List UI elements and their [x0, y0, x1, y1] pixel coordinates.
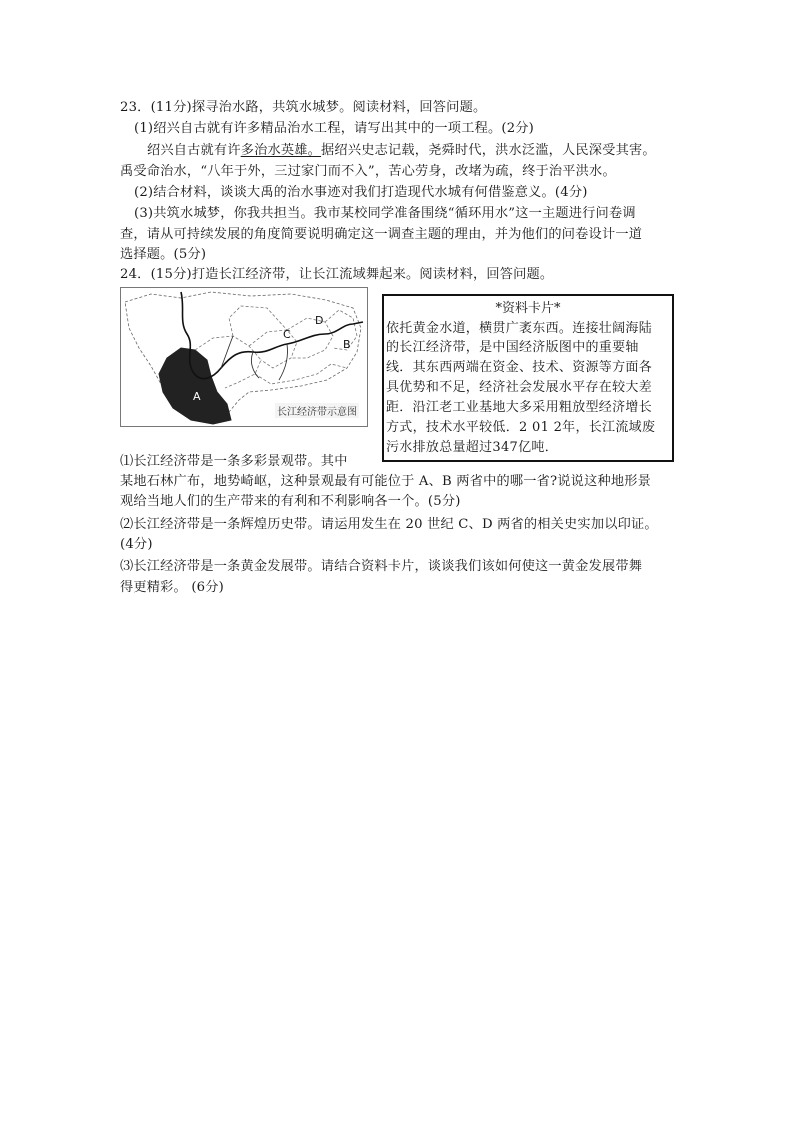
map-label-b: B	[343, 338, 351, 351]
q23-part1: (1)绍兴自古就有许多精品治水工程，请写出其中的一项工程。(2分)	[134, 121, 535, 136]
q23-material-line1	[147, 141, 656, 161]
yangtze-economic-belt-map	[120, 287, 368, 427]
q24-part2-line1: ⑵长江经济带是一条辉煌历史带。请运用发生在 20 世纪 C、D 两省的相关史实加以印证。	[120, 517, 658, 532]
data-card-line: 污水排放总量超过347亿吨．	[386, 440, 559, 455]
tributary-1	[221, 336, 233, 368]
q24-part3-line2: 得更精彩。 (6分)	[120, 580, 224, 595]
q23-part3-line2: 查，请从可持续发展的角度简要说明确定这一调查主题的理由，并为他们的问卷设计一道	[120, 227, 643, 242]
q23-part3-line1: (3)共筑水城梦，你我共担当。我市某校同学准备围绕“循环用水”这一主题进行问卷调	[134, 206, 636, 221]
data-card	[382, 294, 674, 462]
data-card-line: 具优势和不足，经济社会发展水平存在较大差	[386, 380, 653, 395]
q23-material-underlined: 多治水英雄。	[240, 143, 322, 158]
province-a-region	[159, 348, 231, 424]
map-label-a: A	[193, 390, 201, 403]
q24-header: 24．(15分)打造长江经济带，让长江流域舞起来。阅读材料，回答问题。	[120, 267, 554, 282]
province-border-3	[287, 318, 333, 358]
province-border-5	[229, 306, 287, 336]
q23-part2: (2)结合材料，谈谈大禹的治水事迹对我们打造现代水城有何借鉴意义。(4分)	[134, 185, 588, 200]
q23-material-text-a: 绍兴自古就有许	[147, 143, 241, 158]
map-title: 长江经济带示意图	[275, 403, 359, 418]
q23-part3-line3: 选择题。(5分)	[120, 247, 207, 262]
q24-part1-line2: 某地石林广布，地势崎岖，这种景观最有可能位于 A、B 两省中的哪一省?说说这种地形景	[120, 474, 652, 489]
map-label-d: D	[315, 314, 324, 327]
province-border-6	[255, 364, 347, 384]
data-card-title: *资料卡片*	[495, 301, 561, 316]
data-card-line: 线．其东西两端在资金、技术、资源等方面各	[386, 360, 653, 375]
q23-header: 23．(11分)探寻治水路，共筑水城梦。阅读材料，回答问题。	[120, 100, 487, 115]
data-card-line: 的长江经济带，是中国经济版图中的重要轴	[386, 340, 639, 355]
q24-part2-line2: (4分)	[120, 537, 153, 552]
data-card-line: 方式，技术水平较低．2 01 2年，长江流域废	[386, 420, 656, 435]
map-label-c: C	[283, 328, 291, 341]
data-card-line: 距．沿江老工业基地大多采用粗放型经济增长	[386, 400, 653, 415]
tributary-2	[279, 344, 288, 380]
q23-material-text-b: 据绍兴史志记载，尧舜时代，洪水泛滥，人民深受其害。	[321, 143, 656, 158]
q24-part1-line1: ⑴长江经济带是一条多彩景观带。其中	[120, 454, 348, 469]
data-card-line: 依托黄金水道，横贯广袤东西。连接壮阔海陆	[386, 321, 653, 336]
q24-part3-line1: ⑶长江经济带是一条黄金发展带。请结合资料卡片，谈谈我们该如何使这一黄金发展带舞	[120, 559, 643, 574]
q24-part1-line3: 观给当地人们的生产带来的有利和不利影响各一个。(5分)	[120, 494, 461, 509]
q23-material-line2: 禹受命治水，“八年于外，三过家门而不入”，苦心劳身，改堵为疏，终于治平洪水。	[120, 164, 616, 179]
